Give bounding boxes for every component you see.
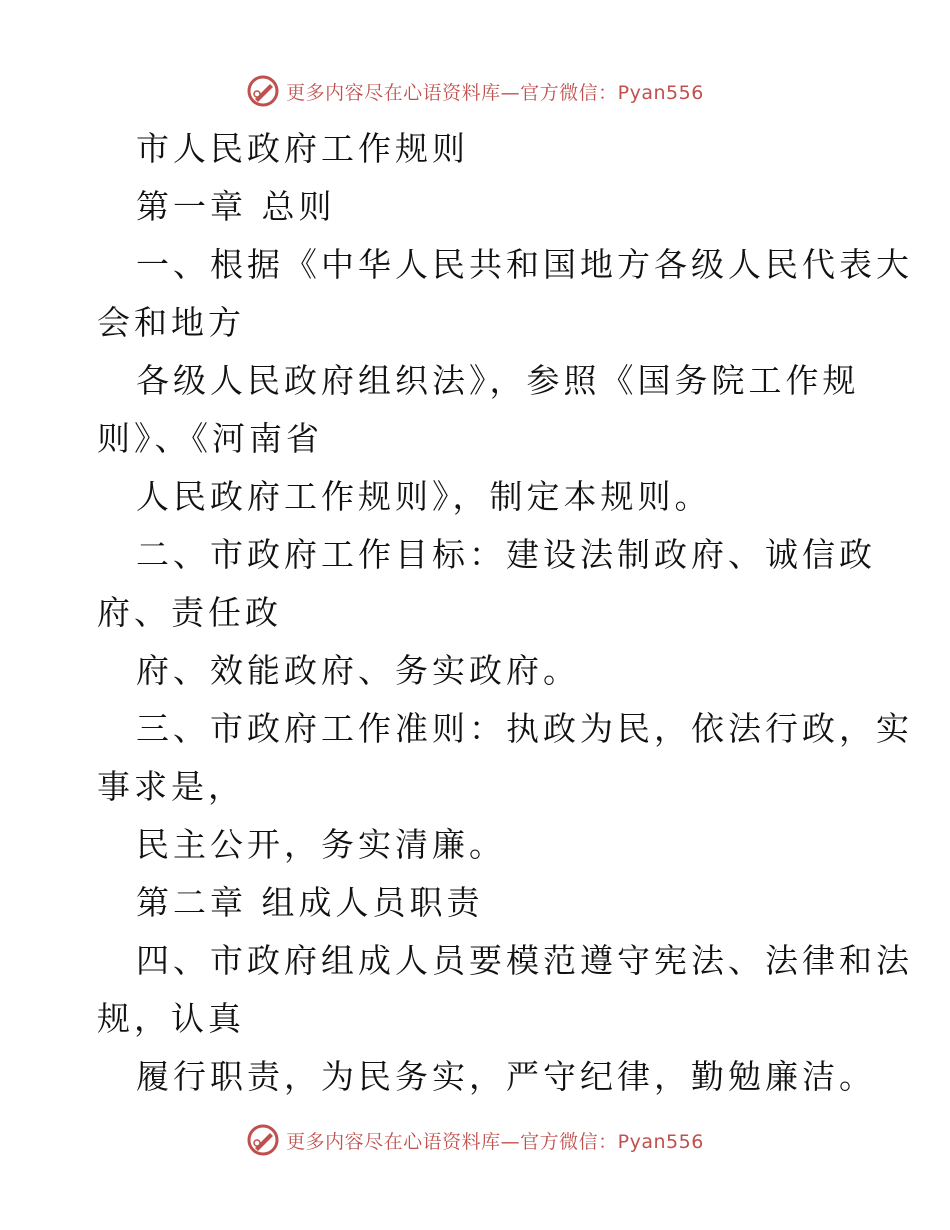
document-line: 第二章 组成人员职责	[136, 883, 484, 922]
watermark-text: 更多内容尽在心语资料库—官方微信：Pyan556	[286, 81, 704, 104]
document-line: 则》、《河南省	[97, 419, 323, 458]
document-line: 各级人民政府组织法》，参照《国务院工作规	[136, 361, 860, 400]
document-line: 四、市政府组成人员要模范遵守宪法、法律和法	[136, 941, 913, 980]
document-line: 府、责任政	[97, 593, 282, 632]
document-line: 市人民政府工作规则	[136, 129, 469, 168]
watermark-text: 更多内容尽在心语资料库—官方微信：Pyan556	[286, 1130, 704, 1153]
document-line: 民主公开，务实清廉。	[136, 825, 506, 864]
document-line: 第一章 总则	[136, 187, 336, 226]
document-line: 规，认真	[97, 999, 245, 1038]
pen-logo-icon	[246, 74, 280, 108]
pen-logo-icon	[246, 1123, 280, 1157]
footer-watermark	[0, 1120, 950, 1160]
document-line: 履行职责，为民务实，严守纪律，勤勉廉洁。	[136, 1057, 876, 1096]
document-line: 府、效能政府、务实政府。	[136, 651, 580, 690]
document-body	[97, 120, 913, 1106]
document-line: 会和地方	[97, 303, 245, 342]
document-line: 一、根据《中华人民共和国地方各级人民代表大	[136, 245, 913, 284]
header-watermark	[0, 71, 950, 111]
document-line: 人民政府工作规则》，制定本规则。	[136, 477, 712, 516]
document-line: 事求是，	[97, 767, 245, 806]
document-line: 二、市政府工作目标：建设法制政府、诚信政	[136, 535, 876, 574]
document-line: 三、市政府工作准则：执政为民，依法行政，实	[136, 709, 913, 748]
